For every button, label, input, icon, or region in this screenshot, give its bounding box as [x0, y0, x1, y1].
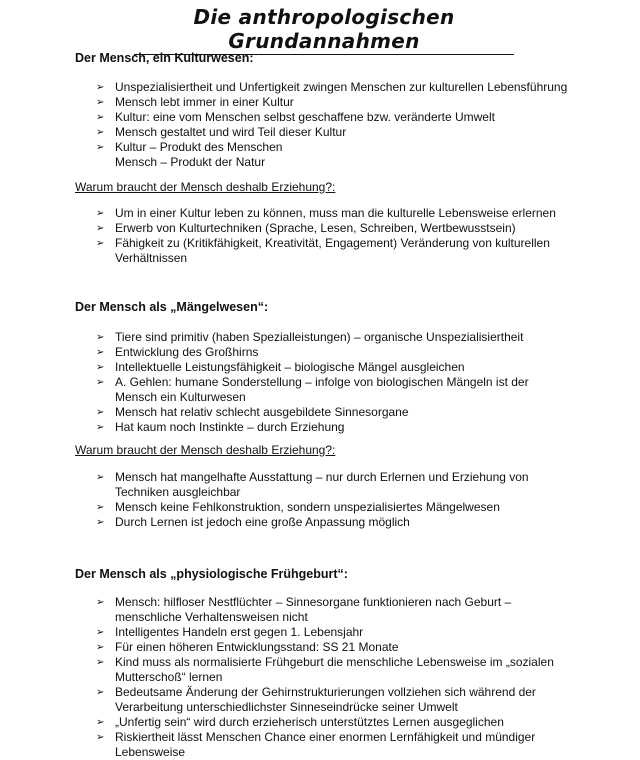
bullet-arrow-icon: ➢ [96, 717, 105, 728]
bullet-arrow-icon: ➢ [96, 142, 105, 153]
bullet-arrow-icon: ➢ [96, 732, 105, 743]
list-item: ➢ Intellektuelle Leistungsfähigkeit – biologische Mängel ausgleichen [96, 360, 465, 374]
list-item: ➢ Mensch hat relativ schlecht ausgebildete Sinnesorgane [96, 405, 409, 419]
list-item-continuation: Mensch – Produkt der Natur [115, 155, 266, 169]
bullet-arrow-icon: ➢ [96, 362, 105, 373]
list-item: ➢ Durch Lernen ist jedoch eine große Anpassung möglich [96, 515, 410, 529]
bullet-arrow-icon: ➢ [96, 472, 105, 483]
list-item: ➢ Für einen höheren Entwicklungsstand: SS 21 Monate [96, 640, 399, 654]
bullet-arrow-icon: ➢ [96, 223, 105, 234]
list-item: ➢ Bedeutsame Änderung der Gehirnstrukturierungen vollziehen sich während der Verarbeitung unterschiedlichster Sinneseindrücke seiner Umwelt [96, 685, 536, 714]
bullet-arrow-icon: ➢ [96, 347, 105, 358]
bullet-arrow-icon: ➢ [96, 208, 105, 219]
bullet-arrow-icon: ➢ [96, 407, 105, 418]
question-heading-kulturwesen: Warum braucht der Mensch deshalb Erziehung?: [75, 180, 336, 194]
bullet-arrow-icon: ➢ [96, 502, 105, 513]
bullet-arrow-icon: ➢ [96, 332, 105, 343]
list-item: ➢ Kultur: eine vom Menschen selbst geschaffene bzw. veränderte Umwelt [96, 110, 495, 124]
list-item: ➢ Mensch: hilfloser Nestflüchter – Sinnesorgane funktionieren nach Geburt – menschliche Verhaltensweisen nicht [96, 595, 512, 624]
list-item: ➢ A. Gehlen: humane Sonderstellung – infolge von biologischen Mängeln ist der Mensch ein Kulturwesen [96, 375, 529, 404]
bullet-arrow-icon: ➢ [96, 422, 105, 433]
bullet-list-fruehgeburt [0, 595, 640, 760]
list-item: ➢ Um in einer Kultur leben zu können, muss man die kulturelle Lebensweise erlernen [96, 206, 556, 220]
bullet-arrow-icon: ➢ [96, 97, 105, 108]
list-item: ➢ Hat kaum noch Instinkte – durch Erziehung [96, 420, 345, 434]
list-item: ➢ Fähigkeit zu (Kritikfähigkeit, Kreativität, Engagement) Veränderung von kulturellen Verhältnissen [96, 236, 550, 265]
list-item: ➢ Tiere sind primitiv (haben Spezialleistungen) – organische Unspezialisiertheit [96, 330, 524, 344]
section-heading-maengelwesen: Der Mensch als „Mängelwesen“: [75, 300, 269, 314]
list-item: ➢ Mensch keine Fehlkonstruktion, sondern unspezialisiertes Mängelwesen [96, 500, 500, 514]
bullet-list-maengelwesen [0, 330, 640, 435]
bullet-arrow-icon: ➢ [96, 377, 105, 388]
bullet-arrow-icon: ➢ [96, 238, 105, 249]
bullet-arrow-icon: ➢ [96, 82, 105, 93]
bullet-arrow-icon: ➢ [96, 112, 105, 123]
question-list-kulturwesen [0, 206, 640, 266]
section-heading-kulturwesen: Der Mensch, ein Kulturwesen: [75, 51, 254, 65]
bullet-arrow-icon: ➢ [96, 642, 105, 653]
list-item: ➢ Entwicklung des Großhirns [96, 345, 259, 359]
bullet-arrow-icon: ➢ [96, 127, 105, 138]
bullet-arrow-icon: ➢ [96, 597, 105, 608]
list-item: ➢ Mensch lebt immer in einer Kultur [96, 95, 294, 109]
list-item: ➢ Unspezialisiertheit und Unfertigkeit zwingen Menschen zur kulturellen Lebensführung [96, 80, 568, 94]
bullet-arrow-icon: ➢ [96, 657, 105, 668]
question-list-maengelwesen [0, 470, 640, 530]
list-item: ➢ Mensch gestaltet und wird Teil dieser Kultur [96, 125, 347, 139]
bullet-arrow-icon: ➢ [96, 627, 105, 638]
list-item: ➢ „Unfertig sein“ wird durch erzieherisch unterstütztes Lernen ausgeglichen [96, 715, 504, 729]
bullet-list-kulturwesen [0, 80, 640, 170]
section-heading-fruehgeburt: Der Mensch als „physiologische Frühgeburt“: [75, 567, 348, 581]
list-item: ➢ Erwerb von Kulturtechniken (Sprache, Lesen, Schreiben, Wertbewusstsein) [96, 221, 516, 235]
question-heading-maengelwesen: Warum braucht der Mensch deshalb Erziehung?: [75, 443, 336, 457]
list-item: ➢ Intelligentes Handeln erst gegen 1. Lebensjahr [96, 625, 364, 639]
page-title: Die anthropologischen Grundannahmen [134, 5, 514, 55]
bullet-arrow-icon: ➢ [96, 517, 105, 528]
list-item: ➢ Mensch hat mangelhafte Ausstattung – nur durch Erlernen und Erziehung von Techniken ausgleichbar [96, 470, 529, 499]
list-item: ➢ Kind muss als normalisierte Frühgeburt die menschliche Lebensweise im „sozialen Mutterschoß“ lernen [96, 655, 554, 684]
bullet-arrow-icon: ➢ [96, 687, 105, 698]
list-item: ➢ Riskiertheit lässt Menschen Chance einer enormen Lernfähigkeit und mündiger Lebensweise [96, 730, 536, 759]
list-item: ➢ Kultur – Produkt des Menschen [96, 140, 283, 154]
